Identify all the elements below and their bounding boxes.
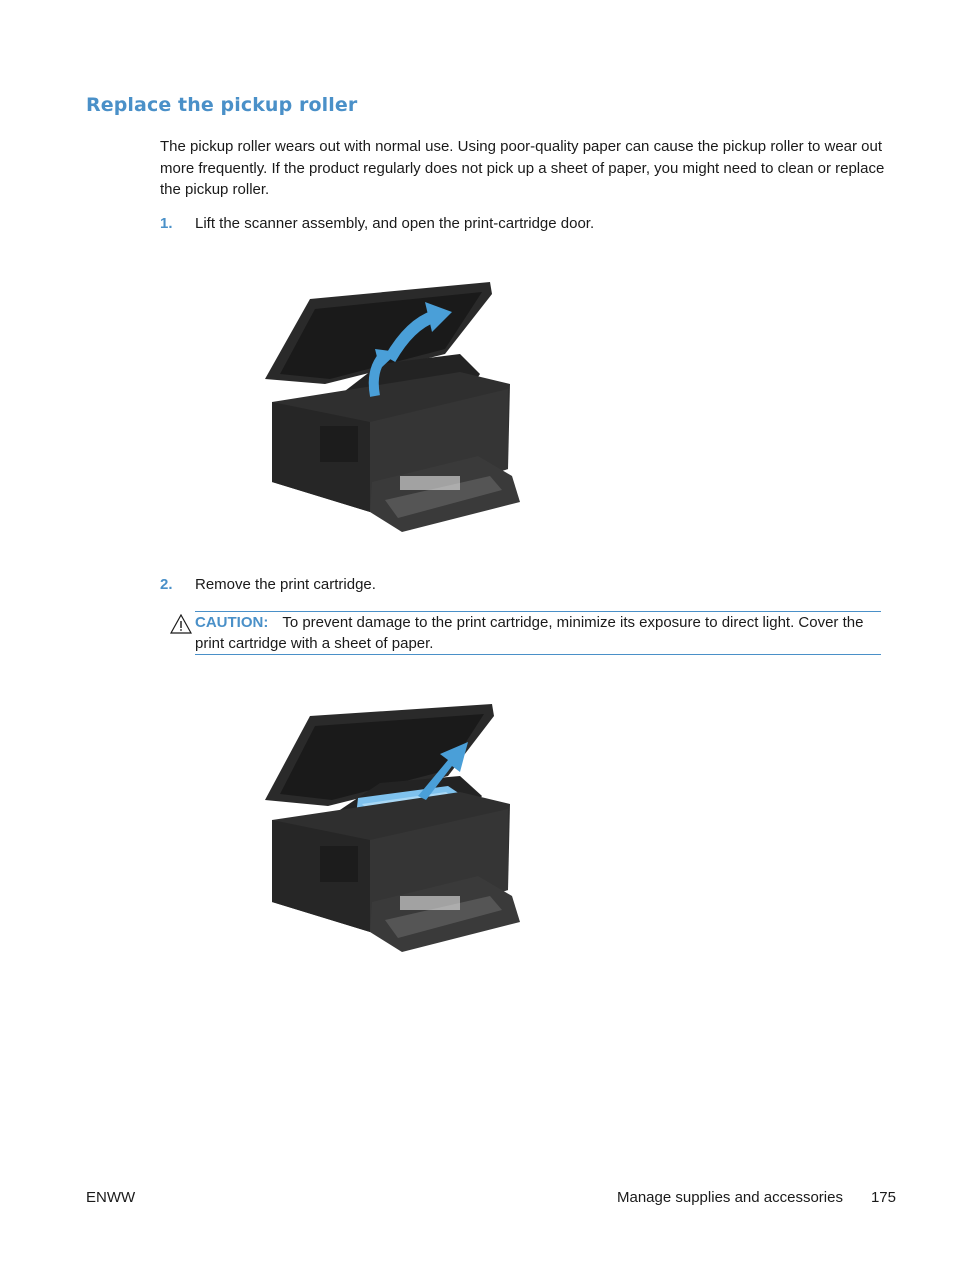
- caution-text: To prevent damage to the print cartridge, minimize its exposure to direct light. Cover the print cartridge with a sheet of paper.: [195, 614, 864, 652]
- footer-section: [617, 1189, 896, 1206]
- remove-cartridge-drawing: [220, 668, 548, 972]
- intro-paragraph: The pickup roller wears out with normal use. Using poor-quality paper can cause the pickup roller to wear out more frequently. If the product regularly does not pick up a sheet of paper, you might need to clean or replace the pickup roller.: [160, 138, 885, 198]
- footer-section-title: Manage supplies and accessories: [617, 1189, 843, 1206]
- remove-cartridge-illustration: [220, 668, 548, 972]
- step-text: Lift the scanner assembly, and open the print-cartridge door.: [195, 215, 595, 232]
- step-1: [160, 213, 594, 234]
- page-number: 175: [870, 1189, 896, 1206]
- section-title: Replace the pickup roller: [86, 94, 358, 116]
- caution-note: [195, 611, 881, 655]
- caution-label: CAUTION:: [195, 614, 269, 631]
- step-number: 1.: [160, 215, 173, 232]
- step-2: [160, 574, 376, 595]
- printer-open-drawing: [220, 254, 548, 552]
- printer-open-illustration: [220, 254, 548, 552]
- warning-triangle-icon: [170, 614, 192, 634]
- footer-doc-id: ENWW: [86, 1189, 136, 1206]
- step-text: Remove the print cartridge.: [195, 576, 376, 593]
- step-number: 2.: [160, 576, 173, 593]
